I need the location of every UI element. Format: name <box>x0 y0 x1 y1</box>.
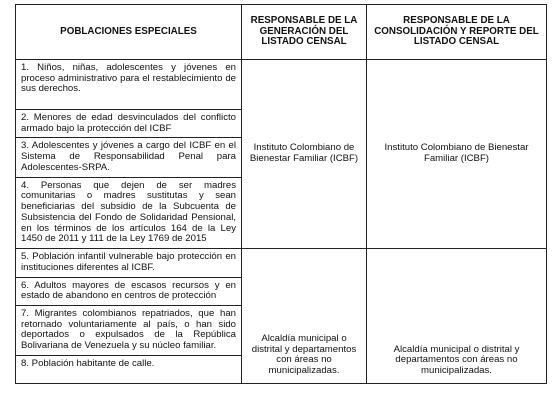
census-responsibility-table <box>15 4 547 384</box>
population-cell: 1. Niños, niñas, adolescentes y jóvenes en proceso administrativo para el restablecimiento de sus derechos. <box>16 60 242 110</box>
population-cell: 5. Población infantil vulnerable bajo protección en instituciones diferentes al ICBF. <box>16 249 242 277</box>
header-consolidation-responsible: RESPONSABLE DE LA CONSOLIDACIÓN Y REPORTE DEL LISTADO CENSAL <box>367 5 547 60</box>
header-special-populations: POBLACIONES ESPECIALES <box>16 5 242 60</box>
population-cell: 3. Adolescentes y jóvenes a cargo del ICBF en el Sistema de Responsabilidad Penal para Adolescentes-SRPA. <box>16 138 242 177</box>
population-cell: 8. Población habitante de calle. <box>16 355 242 383</box>
municipal-consolidation-cell: Alcaldía municipal o distrital y departamentos con áreas no municipalizadas. <box>367 249 547 384</box>
icbf-generation-cell: Instituto Colombiano de Bienestar Familiar (ICBF) <box>242 60 367 249</box>
population-cell: 7. Migrantes colombianos repatriados, que han retornado voluntariamente al país, o han sido deportados o expulsados de la República Bolivariana de Venezuela y su núcleo familiar. <box>16 306 242 356</box>
municipal-generation-cell: Alcaldía municipal o distrital y departamentos con áreas no municipalizadas. <box>242 249 367 384</box>
header-generation-responsible: RESPONSABLE DE LA GENERACIÓN DEL LISTADO CENSAL <box>242 5 367 60</box>
table-row <box>16 249 547 277</box>
table-row <box>16 60 547 110</box>
population-cell: 6. Adultos mayores de escasos recursos y en estado de abandono en centros de protección <box>16 277 242 305</box>
population-cell: 2. Menores de edad desvinculados del conflicto armado bajo la protección del ICBF <box>16 110 242 138</box>
population-cell: 4. Personas que dejen de ser madres comunitarias o madres sustitutas y sean beneficiarias del subsidio de la Subcuenta de Subsistencia del Fondo de Solidaridad Pensional, en los términos de los artículos 164 de la Ley 1450 de 2011 y 111 de la Ley 1769 de 2015 <box>16 177 242 248</box>
header-row <box>16 5 547 60</box>
icbf-consolidation-cell: Instituto Colombiano de Bienestar Familiar (ICBF) <box>367 60 547 249</box>
